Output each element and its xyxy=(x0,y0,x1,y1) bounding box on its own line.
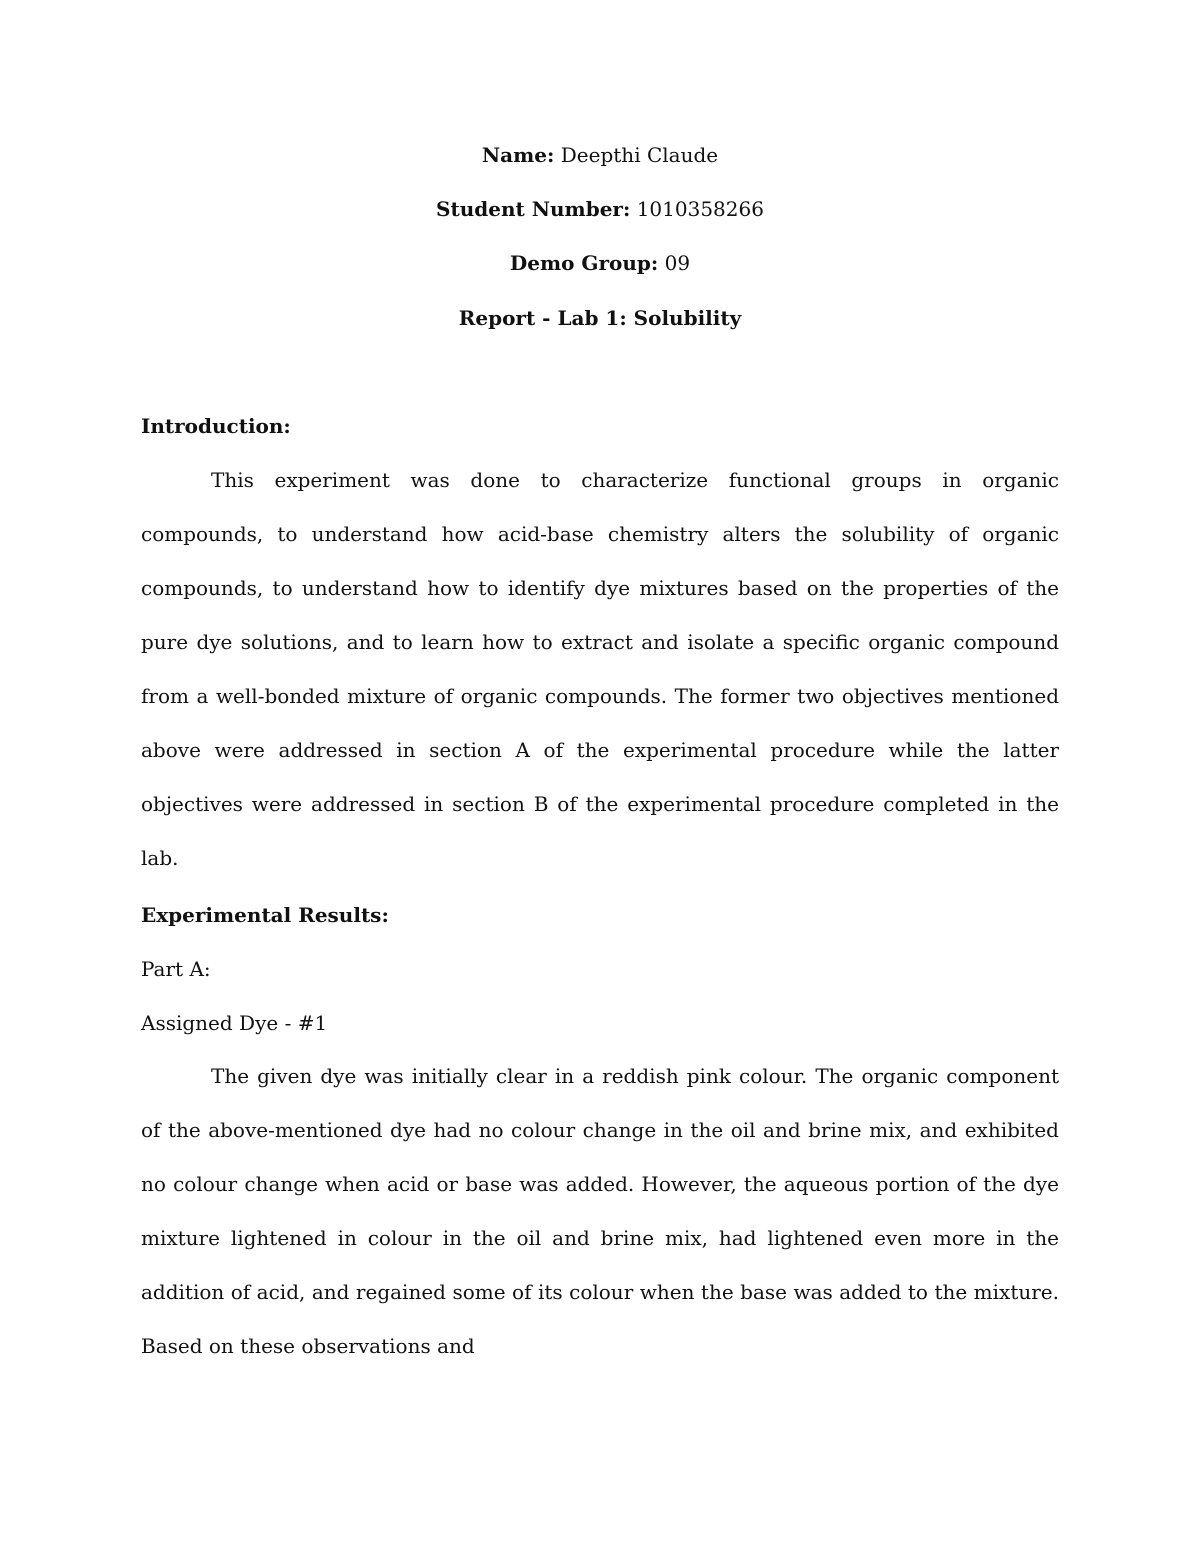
name-value: Deepthi Claude xyxy=(554,143,719,167)
introduction-paragraph: This experiment was done to characterize functional groups in organic compounds, to understand how acid-base chemistry alters the solubility of organic compounds, to understand how to identify dye mixtures based on the properties of the pure dye solutions, and to learn how to extract and isolate a specific organic compound from a well-bonded mixture of organic compounds. The former two objectives mentioned above were addressed in section A of the experimental procedure while the latter objectives were addressed in section B of the experimental procedure completed in the lab. xyxy=(141,468,1059,870)
student-number-label: Student Number: xyxy=(436,197,631,221)
part-a-label: Part A: xyxy=(141,957,211,981)
results-heading: Experimental Results: xyxy=(141,903,389,927)
assigned-dye-label: Assigned Dye - #1 xyxy=(141,1011,328,1035)
student-number-value: 1010358266 xyxy=(630,197,764,221)
demo-group-value: 09 xyxy=(658,251,691,275)
student-number-line xyxy=(0,194,1200,224)
results-paragraph: The given dye was initially clear in a reddish pink colour. The organic component of the above-mentioned dye had no colour change in the oil and brine mix, and exhibited no colour change when acid or base was added. However, the aqueous portion of the dye mixture lightened in colour in the oil and brine mix, had lightened even more in the addition of acid, and regained some of its colour when the base was added to the mixture. Based on these observations and xyxy=(141,1064,1059,1358)
demo-group-line xyxy=(0,248,1200,278)
name-line xyxy=(0,140,1200,170)
name-label: Name: xyxy=(481,143,555,167)
demo-group-label: Demo Group: xyxy=(509,251,659,275)
report-title: Report - Lab 1: Solubility xyxy=(458,306,742,330)
introduction-heading: Introduction: xyxy=(141,414,291,438)
